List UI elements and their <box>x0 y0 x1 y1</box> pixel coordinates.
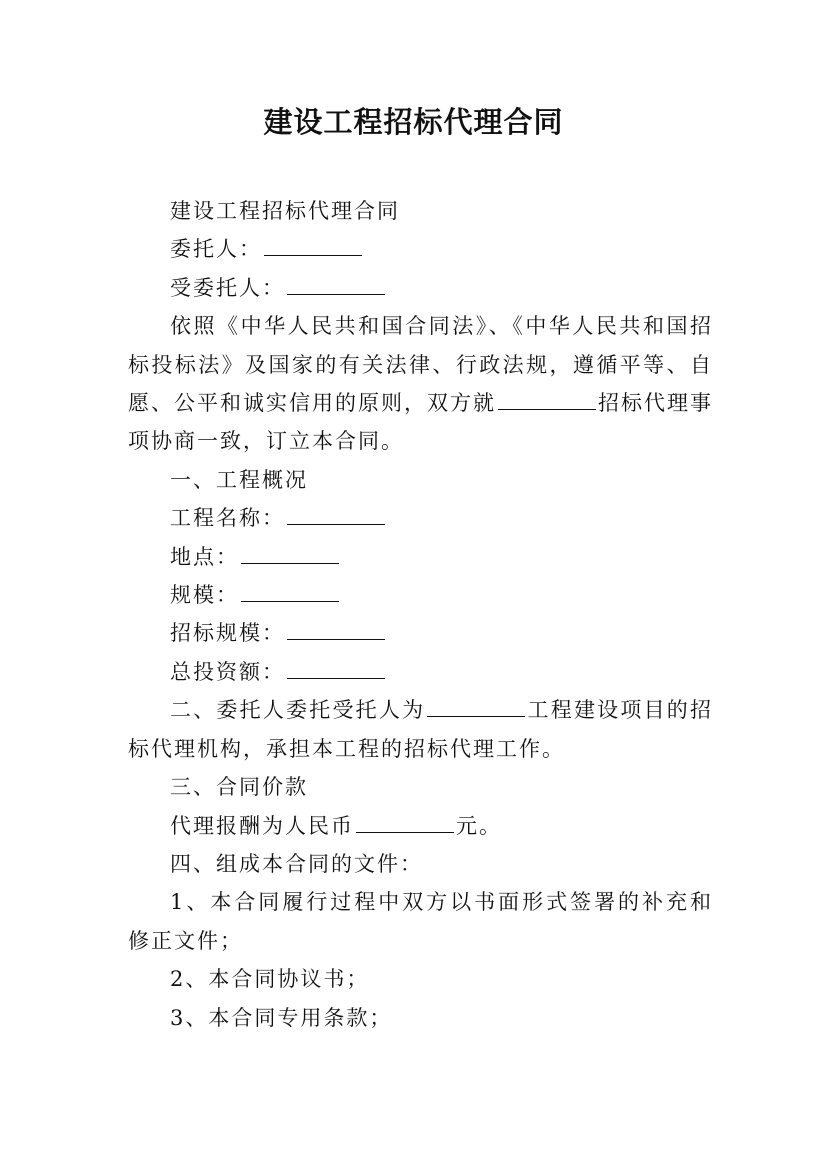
paragraph-scale <box>128 576 713 614</box>
fee-unit: 元。 <box>456 813 502 838</box>
basis-text-end: 招标代理事项协商一致，订立本合同。 <box>128 391 713 454</box>
investment-label: 总投资额： <box>170 659 285 684</box>
section-heading-price <box>128 768 713 806</box>
project-blank <box>498 391 596 410</box>
location-blank <box>241 545 339 564</box>
location-label: 地点： <box>170 544 239 569</box>
paragraph-basis <box>128 307 713 461</box>
agent-label: 受委托人： <box>170 275 285 300</box>
paragraph-fee <box>128 807 713 845</box>
tender-scale-blank <box>287 621 385 640</box>
appointment-blank <box>427 698 525 717</box>
paragraph-text: 建设工程招标代理合同 <box>170 199 400 223</box>
section-heading-documents <box>128 845 713 883</box>
section-heading-text: 一、工程概况 <box>170 467 308 492</box>
fee-label: 代理报酬为人民币 <box>170 813 354 838</box>
appointment-text-end: 工程建设项目的招标代理机构，承担本工程的招标代理工作。 <box>128 698 714 761</box>
appointment-text: 二、委托人委托受托人为 <box>170 698 426 723</box>
paragraph-client <box>128 230 713 268</box>
list-item-text: 1、本合同履行过程中双方以书面形式签署的补充和修正文件； <box>128 890 713 953</box>
tender-scale-label: 招标规模： <box>170 621 285 646</box>
list-item-text: 2、本合同协议书； <box>170 967 370 992</box>
agent-blank <box>287 276 385 295</box>
client-label: 委托人： <box>170 237 262 262</box>
basis-text: 依照《中华人民共和国合同法》、《中华人民共和国招标投标法》及国家的有关法律、行政法规，遵循平等、自愿、公平和诚实信用的原则，双方就 <box>128 314 713 416</box>
document-body <box>128 192 713 1037</box>
list-item-text: 3、本合同专用条款； <box>170 1005 393 1030</box>
section-heading-overview <box>128 461 713 499</box>
paragraph-investment <box>128 653 713 691</box>
project-name-label: 工程名称： <box>170 506 285 531</box>
investment-blank <box>287 660 385 679</box>
fee-blank <box>356 814 454 833</box>
paragraph-project-name <box>128 499 713 537</box>
paragraph <box>128 192 713 230</box>
paragraph-appointment <box>128 691 713 768</box>
list-item <box>128 960 713 998</box>
scale-blank <box>241 583 339 602</box>
client-blank <box>264 237 362 256</box>
document-title: 建设工程招标代理合同 <box>263 105 564 139</box>
paragraph-tender-scale <box>128 614 713 652</box>
paragraph-location <box>128 538 713 576</box>
section-heading-text: 四、组成本合同的文件： <box>170 851 423 876</box>
section-heading-text: 三、合同价款 <box>170 775 308 800</box>
list-item <box>128 883 713 960</box>
scale-label: 规模： <box>170 583 239 608</box>
paragraph-agent <box>128 269 713 307</box>
list-item <box>128 999 713 1037</box>
project-name-blank <box>287 506 385 525</box>
